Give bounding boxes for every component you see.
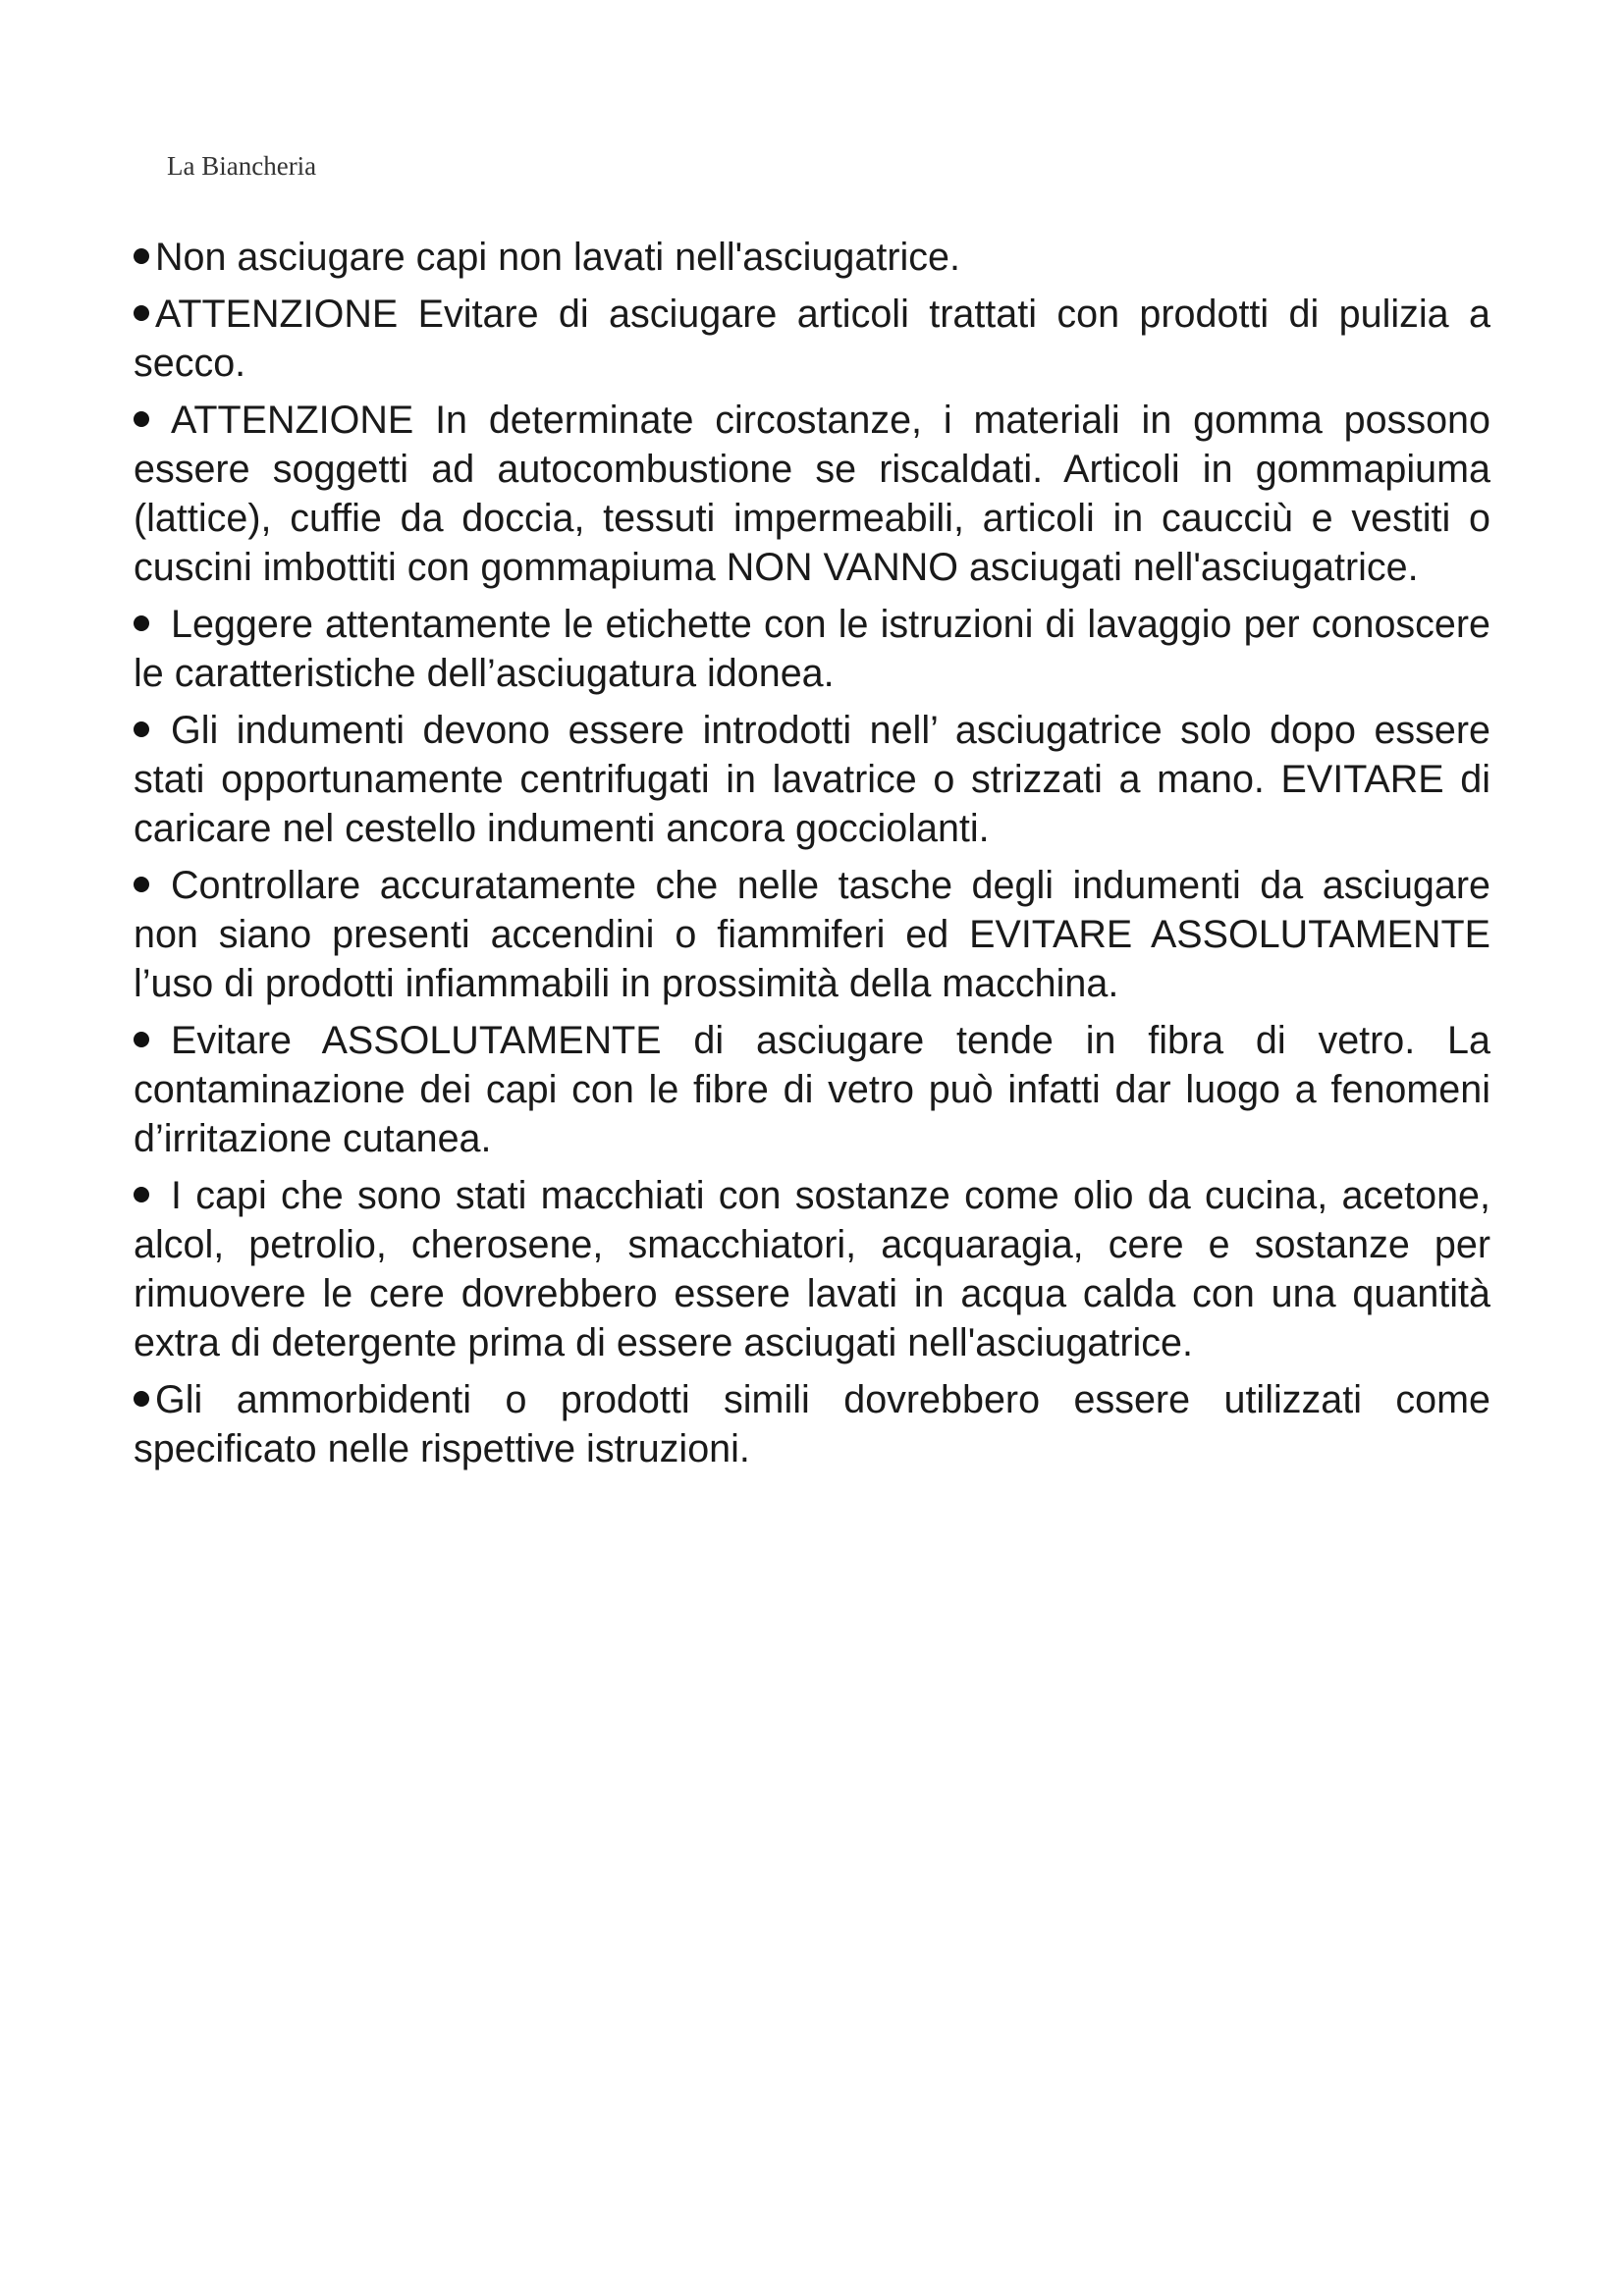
bullet-icon bbox=[134, 305, 149, 321]
instruction-item bbox=[134, 706, 1490, 853]
instruction-text: I capi che sono stati macchiati con sostanze come olio da cucina, acetone, alcol, petrolio, cherosene, smacchiatori, acquaragia, cere e sostanze per rimuovere le cere dovrebbero essere lavati in acqua calda con una quantità extra di detergente prima di essere asciugati nell'asciugatrice. bbox=[134, 1174, 1490, 1364]
instruction-item bbox=[134, 1016, 1490, 1163]
bullet-icon bbox=[134, 615, 149, 631]
instruction-text: Gli indumenti devono essere introdotti nell’ asciugatrice solo dopo essere stati opportunamente centrifugati in lavatrice o strizzati a mano. EVITARE di caricare nel cestello indumenti ancora gocciolanti. bbox=[134, 709, 1490, 850]
bullet-icon bbox=[134, 877, 149, 892]
instruction-item bbox=[134, 233, 1490, 282]
instruction-text: Leggere attentamente le etichette con le istruzioni di lavaggio per conoscere le caratteristiche dell’asciugatura idonea. bbox=[134, 603, 1490, 695]
instruction-text: ATTENZIONE Evitare di asciugare articoli trattati con prodotti di pulizia a secco. bbox=[134, 293, 1490, 385]
instruction-item bbox=[134, 1375, 1490, 1473]
instruction-item bbox=[134, 290, 1490, 388]
running-header: La Biancheria bbox=[167, 151, 317, 181]
instruction-text: Gli ammorbidenti o prodotti simili dovrebbero essere utilizzati come specificato nelle rispettive istruzioni. bbox=[134, 1378, 1490, 1470]
bullet-icon bbox=[134, 248, 149, 264]
instruction-text: ATTENZIONE In determinate circostanze, i materiali in gomma possono essere soggetti ad autocombustione se riscaldati. Articoli in gommapiuma (lattice), cuffie da doccia, tessuti impermeabili, articoli in caucciù e vestiti o cuscini imbottiti con gommapiuma NON VANNO asciugati nell'asciugatrice. bbox=[134, 399, 1490, 589]
instruction-item bbox=[134, 396, 1490, 592]
instruction-item bbox=[134, 1171, 1490, 1367]
bullet-icon bbox=[134, 411, 149, 427]
bullet-icon bbox=[134, 1391, 149, 1407]
instruction-text: Evitare ASSOLUTAMENTE di asciugare tende in fibra di vetro. La contaminazione dei capi con le fibre di vetro può infatti dar luogo a fenomeni d’irritazione cutanea. bbox=[134, 1019, 1490, 1160]
instruction-item bbox=[134, 861, 1490, 1008]
instruction-item bbox=[134, 600, 1490, 698]
instruction-text: Non asciugare capi non lavati nell'asciugatrice. bbox=[155, 236, 960, 279]
bullet-icon bbox=[134, 721, 149, 737]
instruction-text: Controllare accuratamente che nelle tasche degli indumenti da asciugare non siano presenti accendini o fiammiferi ed EVITARE ASSOLUTAMENTE l’uso di prodotti infiammabili in prossimità della macchina. bbox=[134, 864, 1490, 1005]
safety-instructions-list bbox=[134, 233, 1490, 1473]
bullet-icon bbox=[134, 1187, 149, 1202]
bullet-icon bbox=[134, 1032, 149, 1047]
